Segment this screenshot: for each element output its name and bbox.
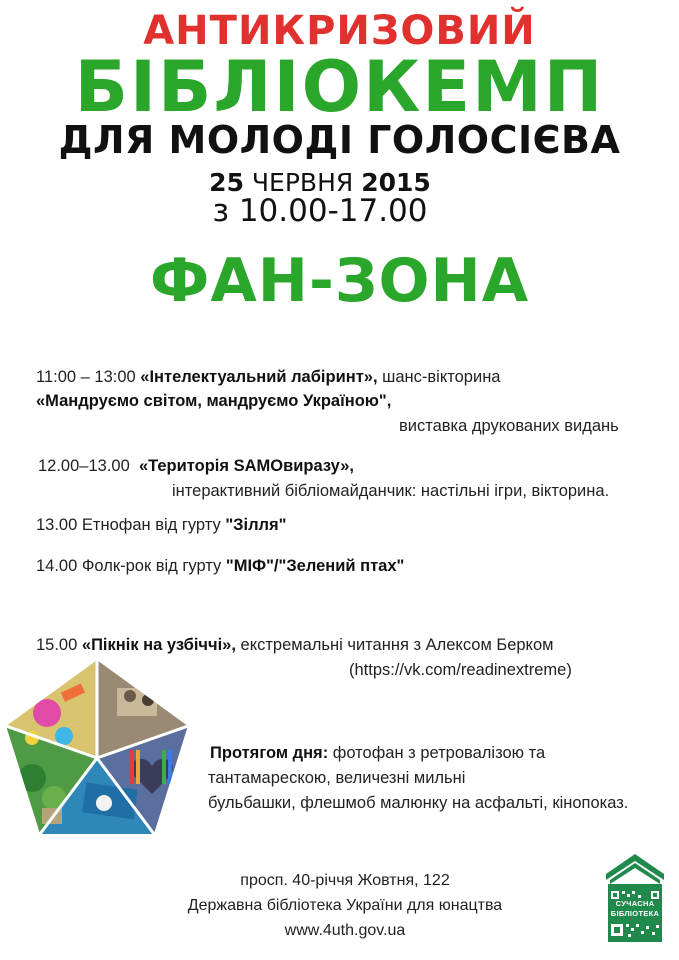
header-subtitle: АНТИКРИЗОВИЙ <box>143 8 536 54</box>
allday-line-1: Протягом дня: фотофан з ретровалізою та <box>210 744 546 762</box>
schedule-item-5: 15.00 «Пікнік на узбіччі», екстремальні читання з Алексом Берком <box>36 636 554 654</box>
allday-line-3: бульбашки, флешмоб малюнку на асфальті, кінопоказ. <box>208 794 629 812</box>
logo-qr-top <box>608 887 662 897</box>
schedule-item-4: 14.00 Фолк-рок від гурту "МІФ"/"Зелений птах" <box>36 557 405 575</box>
event-audience: ДЛЯ МОЛОДІ ГОЛОСІЄВА <box>58 118 621 162</box>
fanzone-title: ФАН-ЗОНА <box>149 246 530 316</box>
schedule-item-2-desc: інтерактивний бібліомайданчик: настільні ігри, вікторина. <box>172 482 610 500</box>
event-title: БІБЛІОКЕМП <box>74 46 605 128</box>
schedule-item-1-desc2: виставка друкованих видань <box>399 417 619 435</box>
schedule-item-1: 11:00 – 13:00 «Інтелектуальний лабіринт», шанс-вікторина <box>36 368 501 386</box>
footer-address: просп. 40-річчя Жовтня, 122 <box>240 872 450 889</box>
logo-word-2: БІБЛІОТЕКА <box>610 909 660 918</box>
pentagon-photo-collage <box>2 658 192 858</box>
logo-qr-bottom <box>608 922 662 940</box>
schedule-item-1-line2: «Мандруємо світом, мандруємо Україною", <box>36 392 392 410</box>
footer-website[interactable]: www.4uth.gov.ua <box>284 922 406 939</box>
event-date: 25 ЧЕРВНЯ 2015 <box>209 168 431 197</box>
footer-library: Державна бібліотека України для юнацтва <box>187 897 503 914</box>
qr-code-icon <box>608 922 662 940</box>
event-time: з 10.00-17.00 <box>212 193 428 229</box>
schedule-item-5-link[interactable]: (https://vk.com/readinextreme) <box>349 661 572 679</box>
schedule-item-2: 12.00–13.00 «Територія SAMОвиразу», <box>38 457 354 475</box>
schedule-item-3: 13.00 Етнофан від гурту "Зілля" <box>36 516 287 534</box>
logo-word-1: СУЧАСНА <box>615 899 655 908</box>
allday-line-2: тантамарескою, величезні мильні <box>208 769 466 787</box>
library-house-logo <box>606 854 664 942</box>
